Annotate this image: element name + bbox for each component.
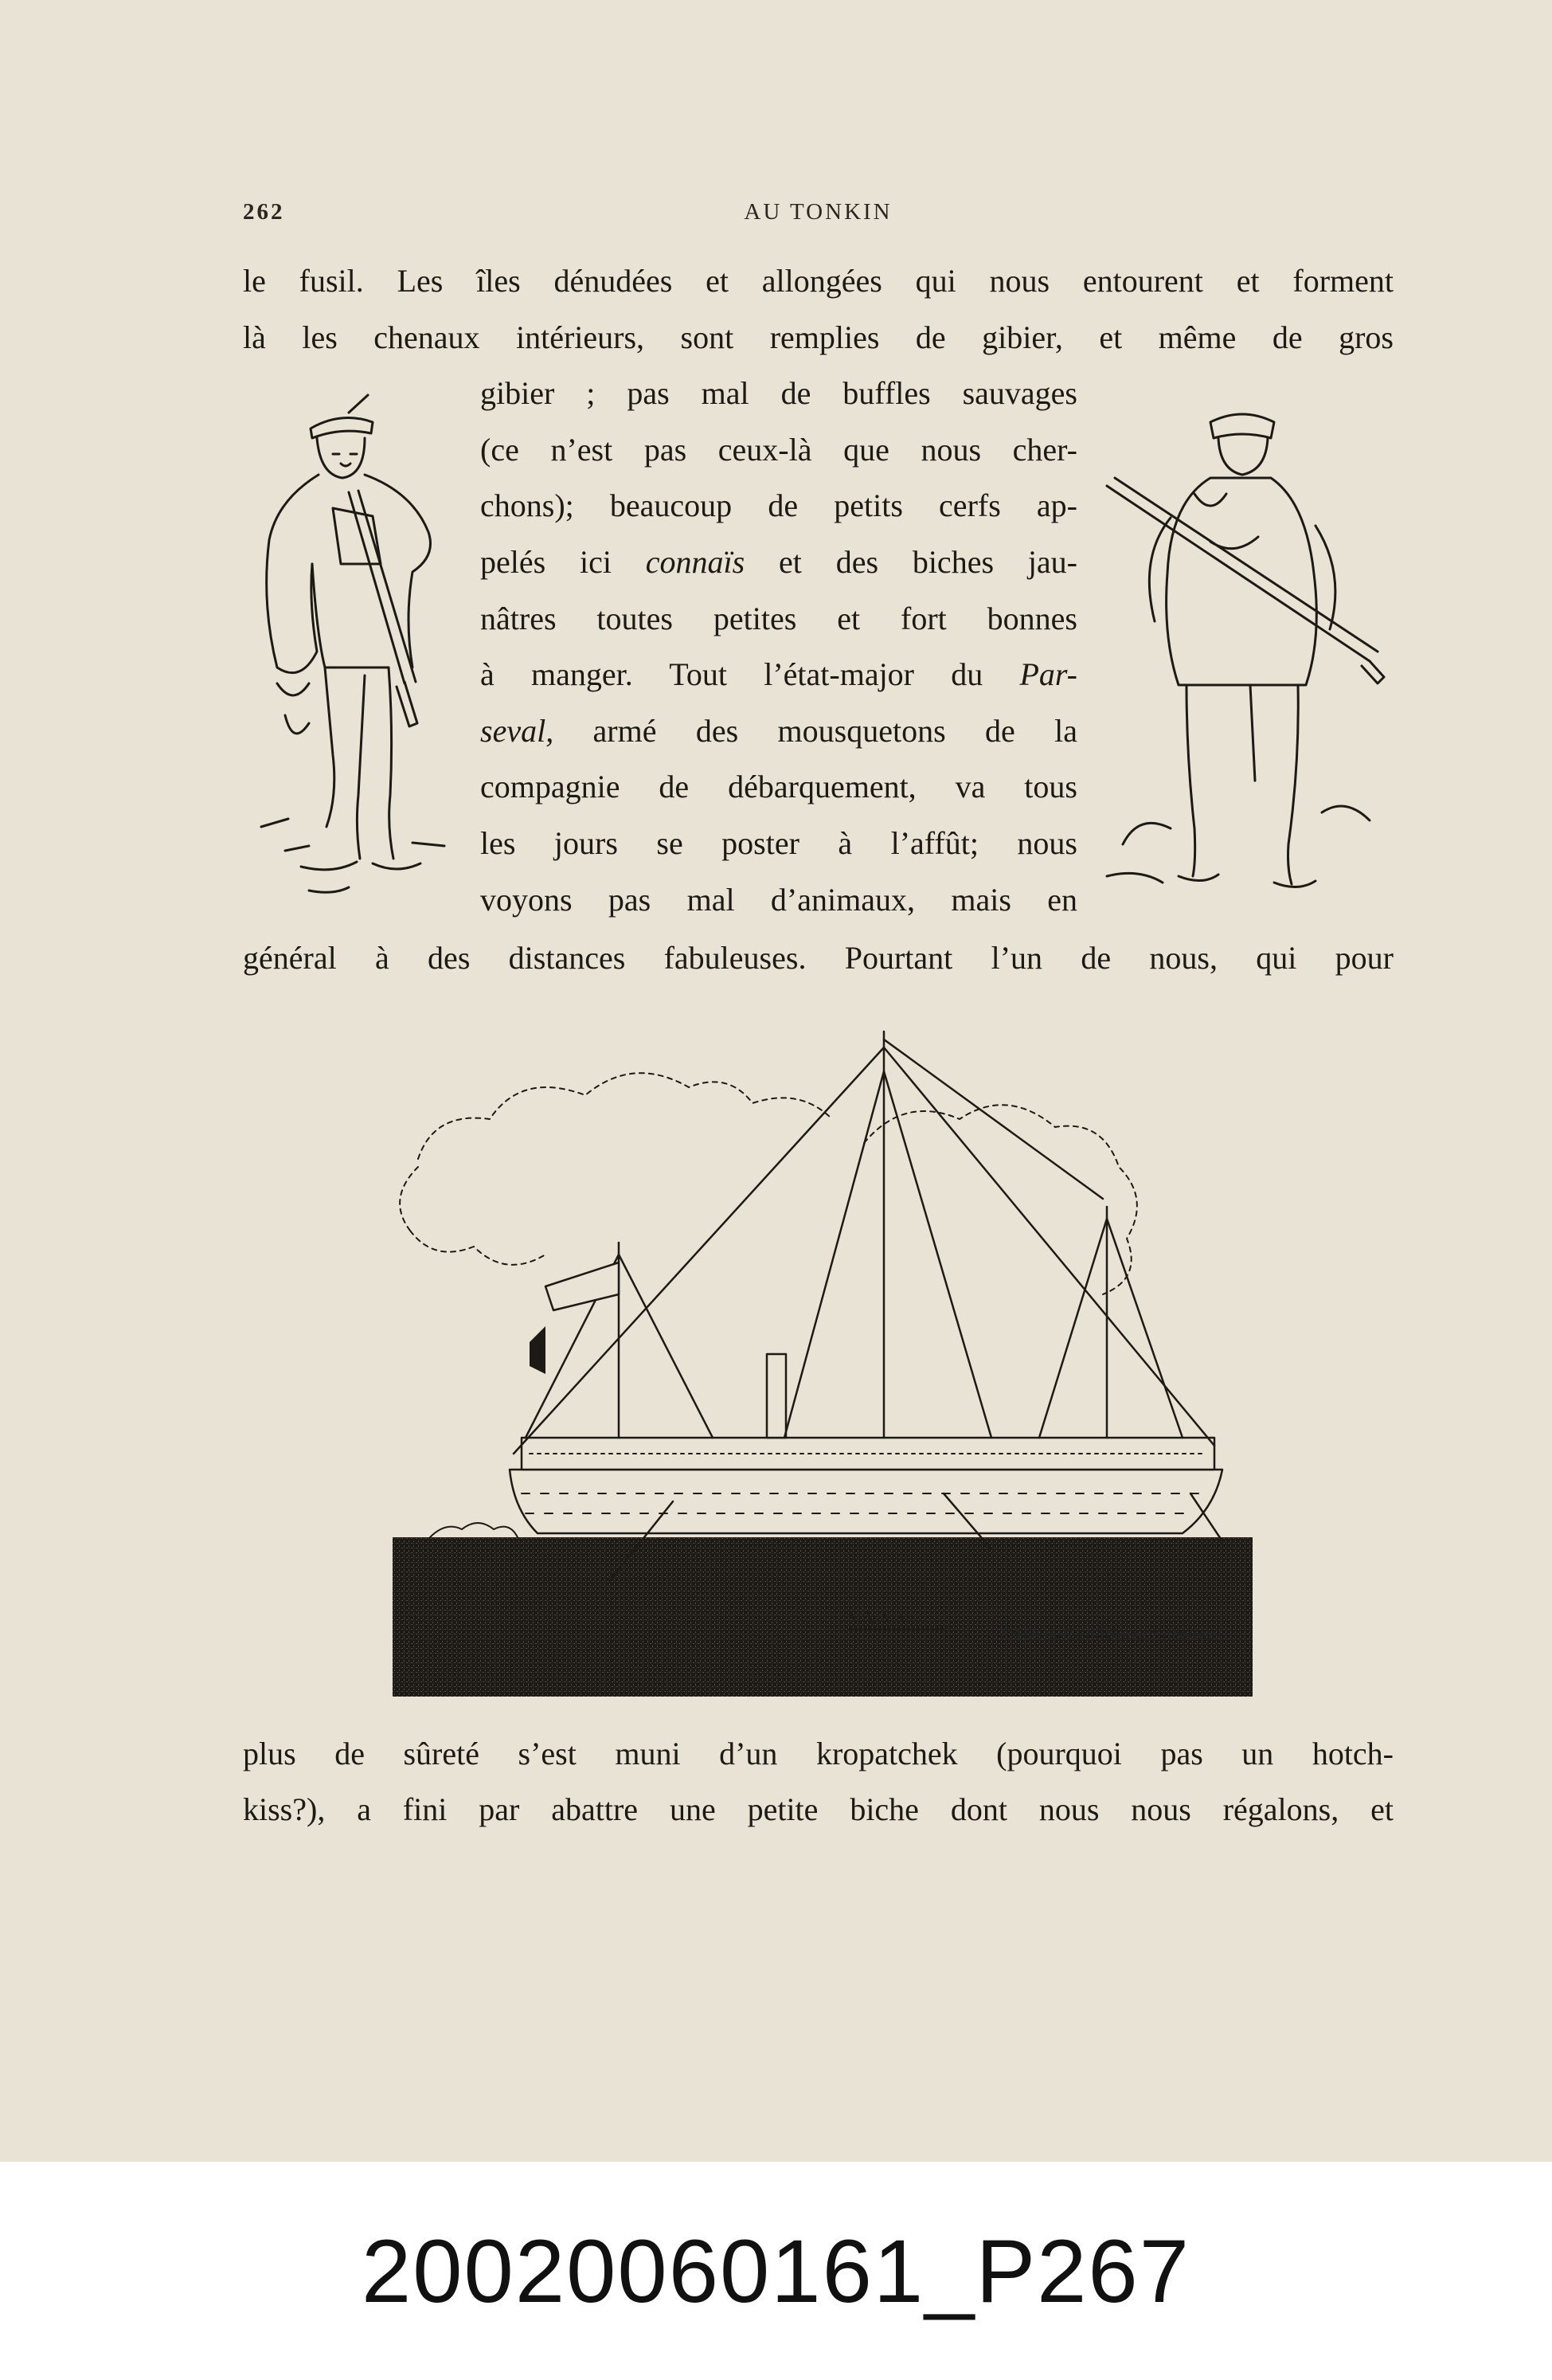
text-segment: armé des mousquetons de la <box>553 713 1077 749</box>
text-segment: et des biches jau- <box>745 544 1077 580</box>
sailor-front-illustration <box>253 381 472 922</box>
text-line-12: voyons pas mal d’animaux, mais en <box>480 882 1077 918</box>
text-line-7: nâtres toutes petites et fort bonnes <box>480 601 1077 636</box>
italic-word-seval: seval, <box>480 713 554 749</box>
text-line-4: (ce n’est pas ceux-là que nous cher- <box>480 432 1077 468</box>
ship-caption: L’ADOUR (bâtiment atelier) <box>999 1625 1222 1644</box>
text-line-8 <box>480 654 1077 695</box>
text-segment: pelés ici <box>480 544 646 580</box>
text-line-11: les jours se poster à l’affût; nous <box>480 825 1077 861</box>
running-title: AU TONKIN <box>744 199 893 225</box>
sailor-back-illustration <box>1091 398 1394 908</box>
text-line-10: compagnie de débarquement, va tous <box>480 769 1077 804</box>
page-number: 262 <box>243 199 285 225</box>
text-line-2: là les chenaux intérieurs, sont remplies de gibier, et même de gros <box>243 319 1394 355</box>
text-line-15: kiss?), a fini par abattre une petite biche dont nous nous régalons, et <box>243 1791 1394 1827</box>
running-head <box>243 199 1394 231</box>
text-line-14: plus de sûreté s’est muni d’un kropatchek (pourquoi pas un hotch- <box>243 1736 1394 1771</box>
italic-word-connais: connaïs <box>645 544 745 580</box>
ship-illustration <box>386 1024 1258 1701</box>
text-line-5: chons); beaucoup de petits cerfs ap- <box>480 487 1077 523</box>
text-line-3: gibier ; pas mal de buffles sauvages <box>480 375 1077 411</box>
text-line-6 <box>480 542 1077 583</box>
archive-id-label: 20020060161_P267 <box>0 2162 1552 2380</box>
text-line-1: le fusil. Les îles dénudées et allongées qui nous entourent et forment <box>243 263 1394 299</box>
text-segment: à manger. Tout l’état-major du <box>480 656 1020 692</box>
text-line-9 <box>480 710 1077 752</box>
italic-word-parseval: Par- <box>1019 656 1077 692</box>
text-line-13: général à des distances fabuleuses. Pourtant l’un de nous, qui pour <box>243 940 1394 976</box>
